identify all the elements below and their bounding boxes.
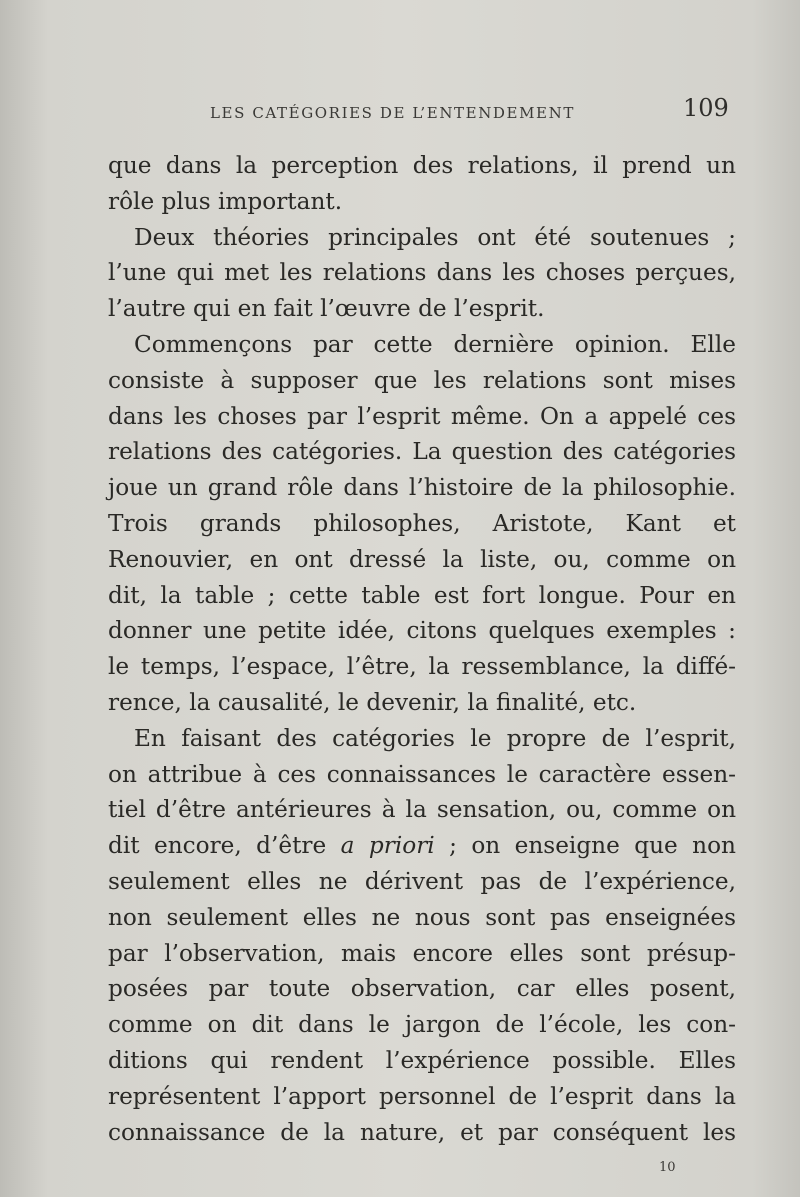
text-line: donner une petite idée, citons quelques exemples :: [108, 617, 736, 645]
signature-mark: 10: [659, 1160, 676, 1175]
text-fragment: ; on enseigne que non: [434, 832, 736, 860]
text-line: seulement elles ne dérivent pas de l’expérience,: [108, 867, 736, 895]
text-line: Renouvier, en ont dressé la liste, ou, comme on: [108, 545, 736, 573]
text-line: rence, la causalité, le devenir, la finalité, etc.: [108, 688, 637, 716]
text-line: que dans la perception des relations, il prend un: [108, 152, 736, 179]
text-line: non seulement elles ne nous sont pas enseignées: [108, 903, 736, 931]
text-line: représentent l’apport personnel de l’esprit dans la: [108, 1082, 736, 1110]
text-fragment: dit encore, d’être: [108, 832, 341, 860]
text-line: Deux théories principales ont été soutenues ;: [134, 223, 736, 251]
text-line: l’autre qui en fait l’œuvre de l’esprit.: [108, 295, 545, 323]
text-line: l’une qui met les relations dans les choses perçues,: [108, 259, 736, 287]
text-line: consiste à supposer que les relations sont mises: [108, 366, 736, 394]
text-line: dans les choses par l’esprit même. On a appelé ces: [108, 402, 736, 430]
text-line: ditions qui rendent l’expérience possible. Elles: [108, 1046, 736, 1074]
text-line: connaissance de la nature, et par conséquent les: [108, 1118, 736, 1146]
text-line: Trois grands philosophes, Aristote, Kant et: [108, 509, 736, 537]
text-line: joue un grand rôle dans l’histoire de la philosophie.: [108, 474, 736, 502]
text-line: tiel d’être antérieures à la sensation, ou, comme on: [108, 796, 736, 824]
text-line: En faisant des catégories le propre de l’esprit,: [134, 724, 736, 752]
text-line: rôle plus important.: [108, 187, 343, 215]
page-number: 109: [683, 94, 729, 122]
text-line: dit, la table ; cette table est fort longue. Pour en: [108, 581, 736, 609]
text-line: par l’observation, mais encore elles sont présup-: [108, 939, 736, 967]
text-line: le temps, l’espace, l’être, la ressemblance, la diffé-: [108, 653, 736, 681]
text-line: comme on dit dans le jargon de l’école, les con-: [108, 1011, 736, 1039]
italic-phrase: a priori: [340, 832, 435, 860]
page-header: [0, 88, 800, 128]
text-line: on attribue à ces connaissances le caractère essen-: [108, 760, 736, 788]
text-line: relations des catégories. La question des catégories: [108, 438, 736, 466]
text-line: Commençons par cette dernière opinion. Elle: [134, 330, 736, 358]
text-line: posées par toute observation, car elles posent,: [108, 975, 736, 1003]
running-head: LES CATÉGORIES DE L’ENTENDEMENT: [210, 104, 575, 122]
body-text: [108, 148, 736, 1150]
text-line-with-italic: [108, 828, 736, 864]
